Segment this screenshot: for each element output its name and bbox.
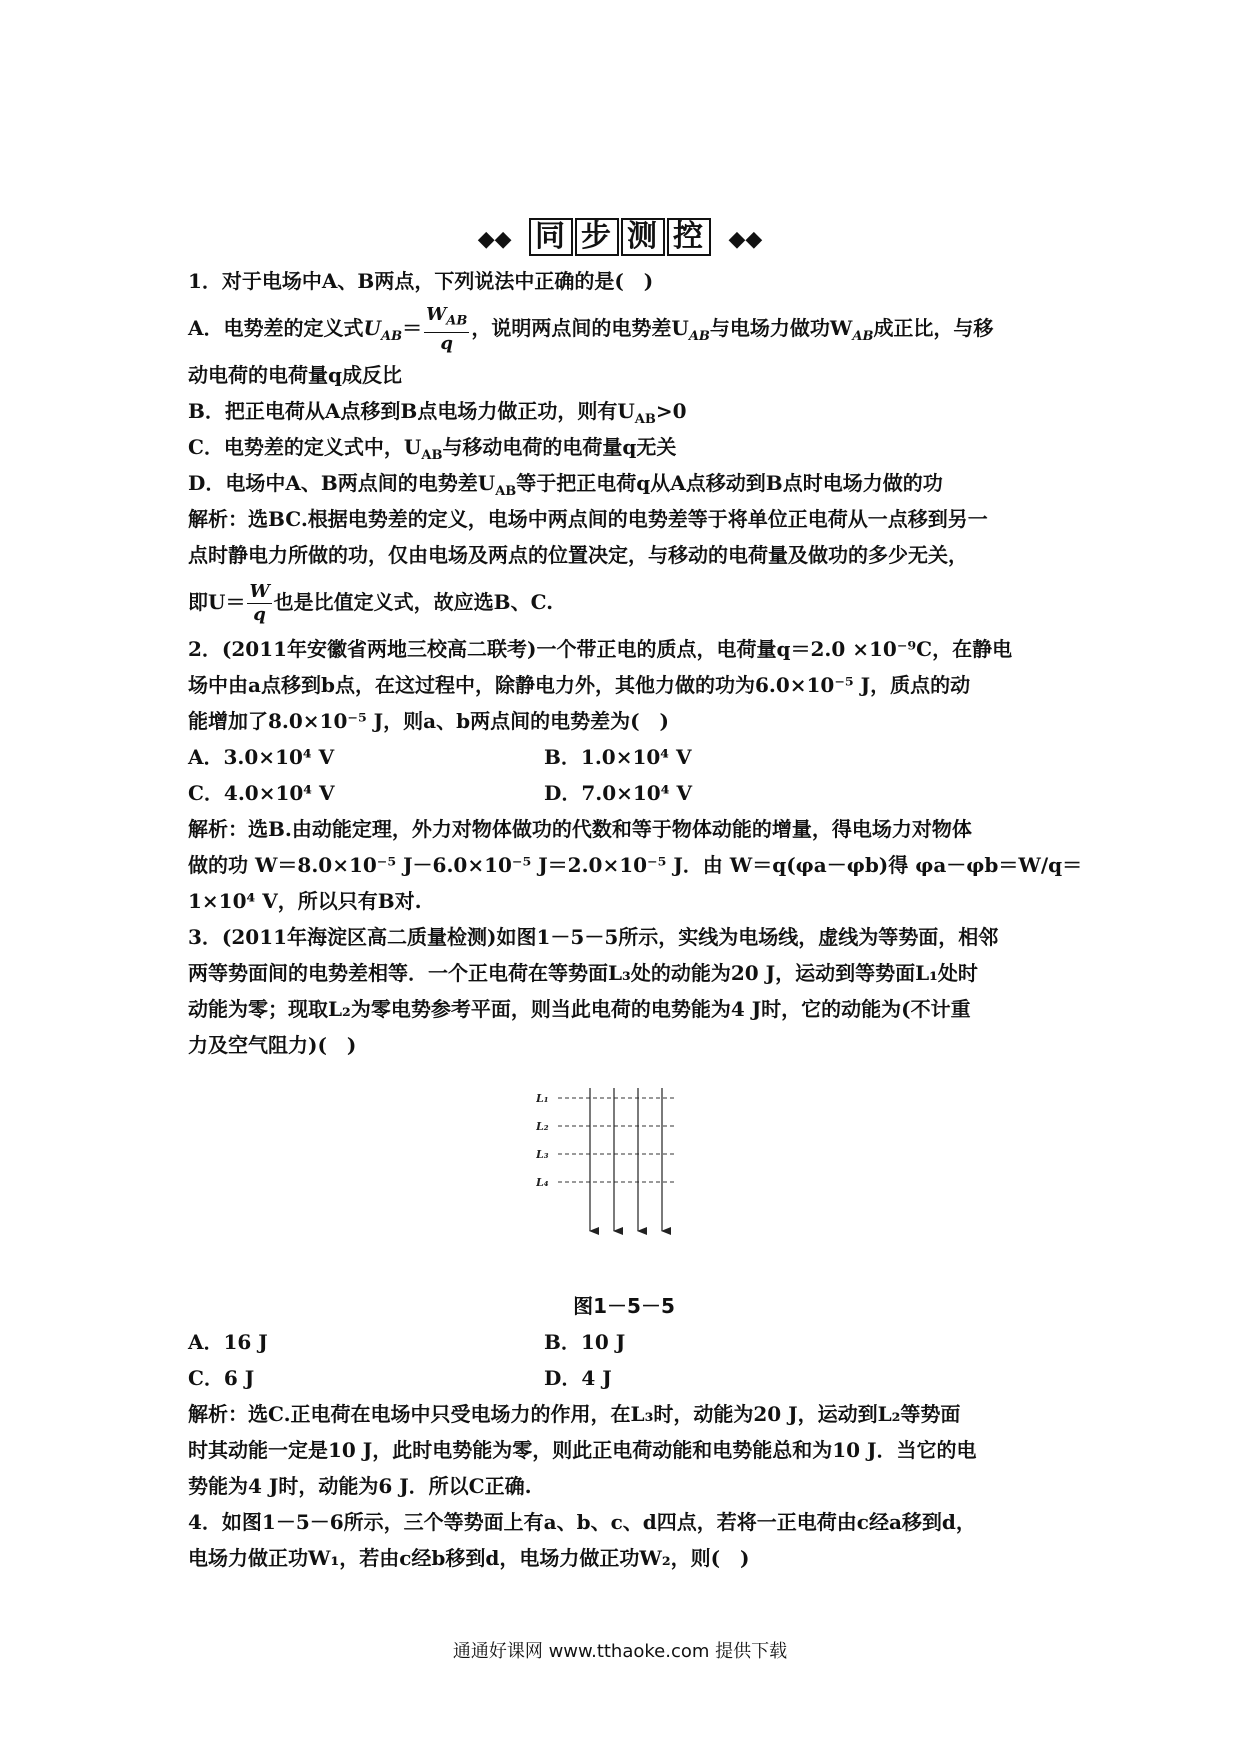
q2-option-b: B．1.0×10⁴ V — [544, 745, 692, 769]
section-heading — [0, 218, 1240, 256]
q3-option-c: C．6 J — [188, 1366, 255, 1390]
field-lines-diagram — [536, 1083, 716, 1238]
q1-option-a-cont: 动电荷的电荷量q成反比 — [188, 363, 402, 387]
q1-option-a: A．电势差的定义式$U_{AB}=$ $\frac{W_{AB}}{q}$ ，说明两点间的电势差$U_{AB}$与电场力做功$W_{AB}$成正比，与移 — [188, 303, 994, 355]
q3-answer-3: 势能为4 J时，动能为6 J．所以C正确. — [188, 1474, 532, 1498]
q2-answer-1: 解析：选B.由动能定理，外力对物体做功的代数和等于物体动能的增量，得电场力对物体 — [188, 817, 972, 841]
heading-char-4: 控 — [667, 218, 711, 256]
footer-source: 通通好课网 www.tthaoke.com 提供下载 — [452, 1641, 788, 1662]
q3-answer-1: 解析：选C.正电荷在电场中只受电场力的作用，在L₃时，动能为20 J，运动到L₂等势面 — [188, 1402, 961, 1426]
q2-stem-1: 2．(2011年安徽省两地三校高二联考)一个带正电的质点，电荷量q＝2.0 ×10⁻⁹C，在静电 — [188, 637, 1013, 661]
q2-stem-2: 场中由a点移到b点，在这过程中，除静电力外，其他力做的功为6.0×10⁻⁵ J，质点的动 — [188, 673, 971, 697]
q1-option-b: B．把正电荷从A点移到B点电场力做正功，则有$U_{AB}>0$ — [188, 399, 687, 427]
q2-answer-2: 做的功 W＝8.0×10⁻⁵ J－6.0×10⁻⁵ J＝2.0×10⁻⁵ J．由 W＝q(φa－φb)得 φa－φb＝W/q＝ — [188, 853, 1083, 877]
q1-answer-fraction: $\frac{W}{q}$ — [249, 581, 270, 625]
q3-options-row-1 — [188, 1324, 1060, 1360]
q2-answer-3: 1×10⁴ V，所以只有B对. — [188, 889, 422, 913]
diamond-deco-left: ◆◆ — [477, 227, 512, 252]
q1-answer-1: 解析：选BC.根据电势差的定义，电场中两点间的电势差等于将单位正电荷从一点移到另一 — [188, 507, 988, 531]
field-lines — [590, 1088, 662, 1231]
q3-option-d: D．4 J — [544, 1366, 612, 1390]
label-l4: L₄ — [536, 1176, 549, 1189]
q3-option-a: A．16 J — [188, 1330, 268, 1354]
figure-caption: 图1－5－5 — [573, 1294, 675, 1318]
label-l1: L₁ — [536, 1092, 549, 1105]
q3-options-row-2 — [188, 1360, 1060, 1396]
q3-stem-4: 力及空气阻力)( ) — [188, 1033, 357, 1057]
q4-stem-2: 电场力做正功W₁，若由c经b移到d，电场力做正功W₂，则( ) — [188, 1546, 750, 1570]
q2-stem-3: 能增加了8.0×10⁻⁵ J，则a、b两点间的电势差为( ) — [188, 709, 669, 733]
q3-option-b: B．10 J — [544, 1330, 626, 1354]
q1-option-d: D．电场中A、B两点间的电势差$U_{AB}$等于把正电荷q从A点移动到B点时电场力做的功 — [188, 471, 943, 499]
heading-char-2: 步 — [575, 218, 619, 256]
questions-body — [188, 263, 1083, 1576]
heading-char-3: 测 — [621, 218, 665, 256]
q3-answer-2: 时其动能一定是10 J，此时电势能为零，则此正电荷动能和电势能总和为10 J．当它的电 — [188, 1438, 977, 1462]
q4-stem-1: 4．如图1－5－6所示，三个等势面上有a、b、c、d四点，若将一正电荷由c经a移到d， — [188, 1510, 976, 1534]
q3-stem-2: 两等势面间的电势差相等．一个正电荷在等势面L₃处的动能为20 J，运动到等势面L₁处时 — [188, 961, 978, 985]
q2-option-a: A．3.0×10⁴ V — [188, 745, 335, 769]
q1-answer-3: 即U＝ $\frac{W}{q}$ 也是比值定义式，故应选B、C. — [188, 581, 554, 625]
q2-options-row-2 — [188, 775, 1060, 811]
equipotential-lines — [558, 1098, 674, 1182]
heading-char-1: 同 — [529, 218, 573, 256]
q2-option-d: D．7.0×10⁴ V — [544, 781, 692, 805]
figure-1-5-5 — [188, 1063, 1060, 1288]
q2-options-row-1 — [188, 739, 1060, 775]
q1-answer-2: 点时静电力所做的功，仅由电场及两点的位置决定，与移动的电荷量及做功的多少无关， — [188, 543, 968, 567]
q1-stem: 1．对于电场中A、B两点，下列说法中正确的是( ) — [188, 269, 654, 293]
q3-stem-1: 3．(2011年海淀区高二质量检测)如图1－5－5所示，实线为电场线，虚线为等势面，相邻 — [188, 925, 999, 949]
label-l2: L₂ — [536, 1120, 549, 1133]
q1-option-c: C．电势差的定义式中，$U_{AB}$与移动电荷的电荷量q无关 — [188, 435, 677, 463]
label-l3: L₃ — [536, 1148, 549, 1161]
q2-option-c: C．4.0×10⁴ V — [188, 781, 335, 805]
q1-formula-fraction: $\frac{W_{AB}}{q}$ — [426, 303, 468, 355]
diamond-deco-right: ◆◆ — [728, 227, 763, 252]
q3-stem-3: 动能为零；现取L₂为零电势参考平面，则当此电荷的电势能为4 J时，它的动能为(不计重 — [188, 997, 971, 1021]
